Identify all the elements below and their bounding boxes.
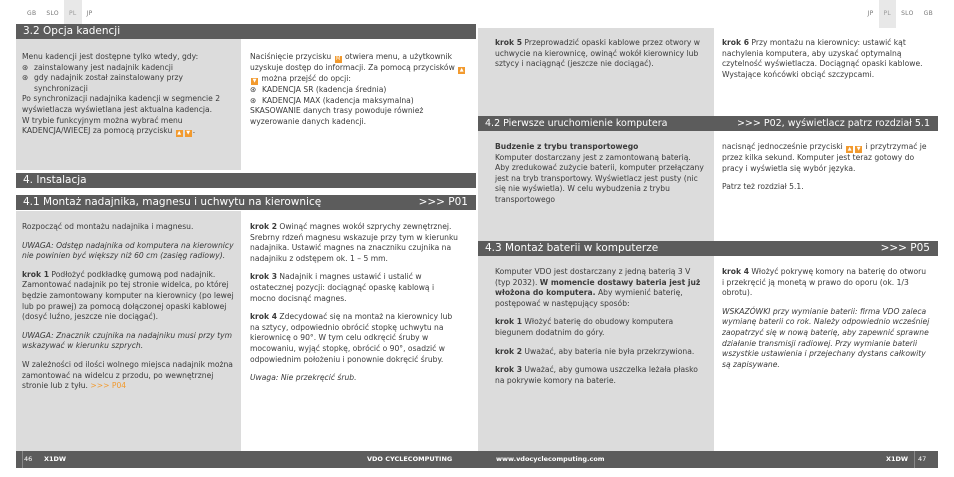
note: Uwaga: Nie przekręcić śrub. — [250, 373, 357, 383]
paragraph-text: Naciśnięcie przycisku — [250, 52, 332, 61]
step-text: Włożyć baterię do obudowy komputera biegunem dodatnim do góry. — [495, 317, 674, 337]
lang-tab-gb[interactable]: GB — [923, 10, 933, 17]
step-text: Uważać, aby bateria nie była przekrzywiona. — [524, 346, 695, 356]
step — [22, 270, 236, 323]
paragraph-text: i przytrzymać je przez kilka sekund. Komputer jest teraz gotowy do pracy i wyświetla się wybór języka. — [722, 142, 927, 173]
step — [250, 312, 460, 365]
paragraph-text: . — [192, 126, 196, 136]
figure-reference: >>> P04 — [90, 381, 127, 391]
step-text: Zdecydować się na montaż na kierownicy lub na sztycy, odpowiednio obrócić stopkę uchwytu na kierownicę o 90°. W tym celu odkręcić śruby w mocowaniu, wyjąć stopkę, obrócić o 90°, osadzić w odpowiednim położeniu i ponownie dokręcić śruby. — [250, 312, 453, 364]
up-arrow-icon: ▲ — [459, 67, 464, 73]
step — [722, 267, 930, 299]
paragraph — [22, 360, 236, 392]
lang-tab-jp[interactable]: JP — [86, 10, 93, 17]
step-label: krok 1 — [495, 317, 522, 327]
bullet-continuation: synchronizacji — [34, 83, 88, 93]
note: UWAGA: Odstęp nadajnika od komputera na kierownicy nie powinien być większy niż 60 cm (zasięg radiowy). — [22, 240, 234, 261]
paragraph-text: Komputer VDO jest dostarczany z jedną baterią 3 V (typ 2032). — [495, 267, 691, 287]
paragraph-text: W trybie funkcyjnym można wybrać menu KADENCJA/WIECEJ za pomocą przycisku — [22, 115, 183, 136]
section-4-3-col1 — [495, 267, 707, 394]
paragraph: Komputer dostarczany jest z zamontowaną baterią. Aby zredukować zużycie baterii, komputer przełączany jest na tryb transportowy. Wyświetlacz jest pusty (nic się nie wyświetla). W celu wybudzenia z trybu transportowego — [495, 152, 704, 204]
language-tabs-right — [863, 0, 939, 28]
paragraph: Po synchronizacji nadajnika kadencji w segmencie 2 wyświetlacza wyświetlana jest aktualna kadencja. — [22, 94, 221, 114]
down-arrow-icon: ▼ — [186, 130, 191, 137]
paragraph-text: można przejść do opcji: — [261, 74, 351, 83]
step-text: Owinąć magnes wokół szprychy zewnętrznej. Srebrny rdzeń magnesu wskazuje przy tym w kierunku nadajnika. Ustawić magnes na znaczniku czujnika na nadajniku z odstępem ok. 1 – 5 mm. — [250, 222, 458, 263]
section-4-2-col2 — [722, 142, 927, 201]
figure-reference: >>> P02, wyświetlacz patrz rozdział 5.1 — [736, 118, 930, 129]
up-arrow-icon: ▲ — [177, 130, 182, 137]
section-4-2-header — [478, 116, 938, 131]
steps-5 — [495, 38, 705, 78]
step — [495, 38, 705, 70]
bullet-item: ⊛ KADENCJA MAX (kadencja maksymalna) — [250, 96, 470, 107]
step — [495, 347, 707, 358]
step-label: krok 4 — [722, 267, 749, 276]
menu-button-icon: M — [335, 56, 341, 62]
page-number-left: 46 — [24, 455, 33, 463]
step-text: Włożyć pokrywę komory na baterię do otworu i przekręcić ją monetą w prawo do oporu (ok. 1/3 obrotu). — [722, 267, 927, 298]
paragraph — [495, 267, 707, 309]
step-label: krok 3 — [250, 272, 277, 282]
figure-reference: >>> P05 — [880, 242, 930, 254]
lang-tab-jp[interactable]: JP — [867, 10, 874, 17]
step-label: krok 5 — [495, 38, 522, 47]
step-label: krok 4 — [250, 312, 277, 322]
footer-divider — [22, 451, 23, 468]
down-arrow-icon: ▼ — [252, 78, 257, 84]
paragraph-text: otwiera menu, a użytkownik uzyskuje dostęp do informacji. Za pomocą przycisków — [250, 52, 455, 72]
paragraph — [722, 142, 927, 174]
step-label: krok 2 — [495, 346, 522, 356]
lang-tab-pl[interactable]: PL — [879, 0, 897, 28]
section-4-1-header — [16, 195, 476, 210]
section-title: 4.3 Montaż baterii w komputerze — [485, 242, 659, 254]
lang-tab-pl[interactable]: PL — [64, 0, 82, 28]
cadence-intro: Menu kadencji jest dostępne tylko wtedy, gdy: — [22, 52, 199, 61]
step — [495, 365, 707, 386]
paragraph: Patrz też rozdział 5.1. — [722, 182, 804, 192]
step — [495, 317, 707, 338]
note: WSKAZÓWKI przy wymianie baterii: firma VDO zaleca wymianę baterii co rok. Należy odpowiednio wcześniej zaopatrzyć się w nową baterię, aby zapewnić sprawne działanie transmisji radiowej. Przy wymianie baterii wszystkie ustawienia i przejechany dystans całkowity są zapisywane. — [722, 306, 930, 369]
up-arrow-icon: ▲ — [847, 146, 852, 152]
subheading: Budzenie z trybu transportowego — [495, 142, 639, 151]
model-name-right: X1DW — [886, 455, 909, 463]
steps-6 — [722, 38, 932, 88]
section-3-2-col2 — [250, 52, 470, 127]
paragraph-text: W zależności od ilości wolnego miejsca nadajnik można zamontować na widelcu z przodu, po wewnętrznej stronie lub z tyłu. — [22, 359, 233, 391]
down-arrow-icon: ▼ — [856, 146, 861, 152]
step — [722, 38, 932, 80]
paragraph: Rozpocząć od montażu nadajnika i magnesu. — [22, 222, 194, 231]
section-title: 4.1 Montaż nadajnika, magnesu i uchwytu na kierownicę — [23, 196, 322, 208]
lang-tab-slo[interactable]: SLO — [901, 10, 914, 17]
section-3-2-header — [16, 24, 476, 39]
footer-divider — [914, 451, 915, 468]
brand-name: VDO CYCLECOMPUTING — [367, 455, 453, 463]
bullet-item: ⊛ gdy nadajnik został zainstalowany przy — [22, 73, 237, 84]
paragraph: SKASOWANIE danych trasy powoduje również wyzerowanie danych kadencji. — [250, 106, 424, 126]
section-3-2-col1 — [22, 52, 237, 137]
website-link[interactable]: www.vdocyclecomputing.com — [496, 455, 605, 463]
step-label: krok 3 — [495, 365, 522, 375]
step-text: Podłożyć podkładkę gumową pod nadajnik. Zamontować nadajnik po tej stronie widelca, po której będzie zamontowany komputer na kierownicy (po lewej lub po prawej) za pomocą dołączonej opaski kablowej (dosyć luźno, jeszcze nie dociągać). — [22, 269, 234, 322]
model-name-left: X1DW — [44, 455, 67, 463]
section-title: 3.2 Opcja kadencji — [23, 25, 121, 37]
section-4-3-header — [478, 241, 938, 256]
step-text: Przy montażu na kierownicy: ustawić kąt nachylenia komputera, aby uzyskać optymalną czytelność wyświetlacza. Dociągnąć opaski kablowe. Wystające końcówki obciąć szczypcami. — [722, 38, 923, 79]
section-4-3-col2 — [722, 267, 930, 378]
paragraph — [22, 116, 237, 138]
lang-tab-gb[interactable]: GB — [27, 10, 37, 17]
section-4-1-col1 — [22, 222, 236, 400]
section-4-2-col1 — [495, 142, 707, 206]
step-label: krok 6 — [722, 38, 749, 47]
section-4-1-col2 — [250, 222, 460, 392]
emphasis: W momencie dostawy bateria jest już włożona do komputera. — [495, 277, 701, 298]
footer-bar — [16, 451, 938, 468]
step-label: krok 1 — [22, 269, 49, 279]
step-text: Przeprowadzić opaski kablowe przez otwory w uchwycie na kierownicę, owinąć wokół kierownicy lub sztycy i naciągnąć (jeszcze nie dociągać). — [495, 38, 700, 69]
note: UWAGA: Znacznik czujnika na nadajniku musi przy tym wskazywać w kierunku szprych. — [22, 330, 232, 351]
paragraph-text: Aby wymienić baterię, postępować w następujący sposób: — [495, 288, 683, 308]
paragraph-text: nacisnąć jednocześnie przyciski — [722, 142, 843, 151]
step-label: krok 2 — [250, 222, 277, 231]
step-text: Uważać, aby gumowa uszczelka leżała płasko na pokrywie komory na baterie. — [495, 365, 698, 385]
step — [250, 222, 460, 264]
step-text: Nadajnik i magnes ustawić i ustalić w ostatecznej pozycji: dociągnąć opaskę kablową i mocno docisnąć magnes. — [250, 272, 435, 303]
paragraph — [250, 52, 470, 85]
bullet-item: ⊛ zainstalowany jest nadajnik kadencji — [22, 63, 237, 74]
figure-reference: >>> P01 — [418, 196, 468, 208]
section-title: 4. Instalacja — [23, 174, 87, 186]
page-number-right: 47 — [918, 455, 927, 463]
section-title: 4.2 Pierwsze uruchomienie komputera — [485, 118, 668, 129]
section-4-header — [16, 173, 476, 188]
lang-tab-slo[interactable]: SLO — [46, 10, 59, 17]
bullet-item: ⊛ KADENCJA SR (kadencja średnia) — [250, 85, 470, 96]
step — [250, 272, 460, 304]
